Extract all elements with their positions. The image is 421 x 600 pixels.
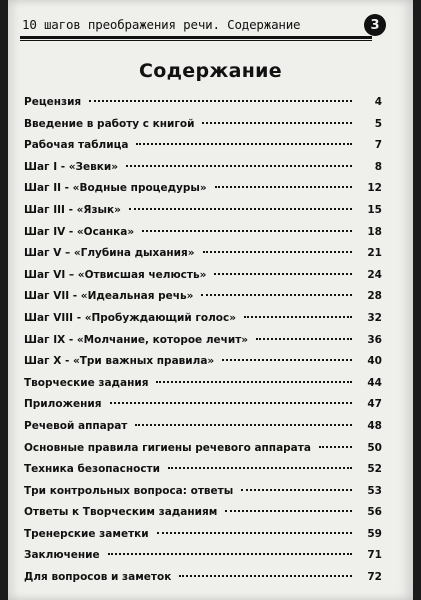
toc-entry-label: Техника безопасности <box>24 463 161 476</box>
toc-dot-leader <box>319 446 352 448</box>
toc-entry-page: 56 <box>367 506 382 519</box>
toc-entry-label: Заключение <box>24 549 100 562</box>
toc-entry <box>24 204 382 226</box>
toc-entry-label: Три контрольных вопроса: ответы <box>24 484 234 497</box>
toc-entry-page: 72 <box>367 571 382 584</box>
page-number-badge: 3 <box>364 14 386 36</box>
toc-entry-label: Ответы к Творческим заданиям <box>24 506 218 519</box>
toc-entry <box>24 549 382 571</box>
toc-entry <box>24 377 382 399</box>
toc-dot-leader <box>244 316 352 318</box>
toc-entry-page: 28 <box>367 290 382 303</box>
toc-entry-label: Тренерские заметки <box>24 527 149 540</box>
toc-entry-page: 12 <box>367 182 382 195</box>
toc-entry-label: Основные правила гигиены речевого аппарата <box>24 441 311 454</box>
toc-entry-label: Шаг VIII - «Пробуждающий голос» <box>24 311 236 324</box>
toc-entry-page: 18 <box>367 225 382 238</box>
toc-entry-page: 59 <box>367 527 382 540</box>
toc-entry-label: Рецензия <box>24 96 82 108</box>
toc-entry-page: 53 <box>367 484 382 497</box>
toc-entry-page: 8 <box>374 160 382 173</box>
toc-dot-leader <box>225 510 352 512</box>
toc-dot-leader <box>256 338 352 340</box>
toc-dot-leader <box>110 402 353 404</box>
toc-entry-page: 7 <box>374 139 382 152</box>
toc-entry-label: Шаг X - «Три важных правила» <box>24 355 215 368</box>
toc-entry-page: 24 <box>367 268 382 281</box>
toc-entry <box>24 463 382 485</box>
toc-entry-page: 21 <box>367 247 382 260</box>
toc-dot-leader <box>202 122 352 124</box>
toc-entry-label: Для вопросов и заметок <box>24 571 172 584</box>
toc-entry-label: Приложения <box>24 398 102 411</box>
toc-dot-leader <box>179 575 352 577</box>
toc-entry-page: 48 <box>367 419 382 432</box>
toc-entry-page: 50 <box>367 441 382 454</box>
toc-dot-leader <box>89 100 352 102</box>
toc-entry <box>24 485 382 507</box>
toc-dot-leader <box>214 273 352 275</box>
toc-dot-leader <box>168 467 352 469</box>
toc-entry-label: Шаг VI – «Отвисшая челюсть» <box>24 268 207 281</box>
toc-dot-leader <box>157 532 352 534</box>
toc-entry <box>24 334 382 356</box>
toc-entry-page: 5 <box>374 117 382 130</box>
toc-dot-leader <box>136 143 352 145</box>
running-title: 10 шагов преображения речи. Содержание <box>22 16 301 32</box>
toc-title: Содержание <box>139 60 282 82</box>
toc-entry <box>24 118 382 140</box>
toc-entry-page: 32 <box>367 311 382 324</box>
header-rule-thin <box>20 40 372 41</box>
toc-entry-label: Шаг V – «Глубина дыхания» <box>24 247 195 260</box>
toc-entry <box>24 182 382 204</box>
toc-entry <box>24 226 382 248</box>
running-head <box>22 8 368 34</box>
toc-entry <box>24 161 382 183</box>
toc-dot-leader <box>156 381 352 383</box>
toc-entry <box>24 290 382 312</box>
toc-entry <box>24 139 382 161</box>
toc-entry <box>24 506 382 528</box>
toc-dot-leader <box>215 186 352 188</box>
toc-entry <box>24 442 382 464</box>
toc-dot-leader <box>126 165 352 167</box>
toc-entry <box>24 398 382 420</box>
toc-entry-label: Творческие задания <box>24 376 149 389</box>
toc-entry-page: 44 <box>367 376 382 389</box>
toc-entry-label: Шаг II - «Водные процедуры» <box>24 182 207 195</box>
toc-entry <box>24 96 382 118</box>
toc-entry-label: Введение в работу с книгой <box>24 117 195 130</box>
toc-dot-leader <box>135 424 352 426</box>
toc-dot-leader <box>129 208 352 210</box>
toc-dot-leader <box>142 230 352 232</box>
toc-entry-label: Шаг IV - «Осанка» <box>24 225 135 238</box>
toc-entry-label: Шаг III - «Язык» <box>24 203 121 216</box>
toc-dot-leader <box>241 489 352 491</box>
toc-dot-leader <box>203 251 352 253</box>
toc-entry-page: 71 <box>367 549 382 562</box>
table-of-contents <box>24 96 382 593</box>
toc-entry <box>24 420 382 442</box>
toc-entry <box>24 528 382 550</box>
toc-entry <box>24 312 382 334</box>
toc-dot-leader <box>222 359 352 361</box>
toc-entry-page: 15 <box>367 203 382 216</box>
toc-entry-page: 52 <box>367 463 382 476</box>
toc-dot-leader <box>108 553 352 555</box>
toc-entry-label: Рабочая таблица <box>24 139 129 152</box>
toc-entry <box>24 355 382 377</box>
toc-entry-page: 40 <box>367 355 382 368</box>
toc-entry-page: 36 <box>367 333 382 346</box>
toc-entry <box>24 269 382 291</box>
toc-entry-page: 47 <box>367 398 382 411</box>
toc-dot-leader <box>201 294 352 296</box>
toc-entry-label: Шаг I - «Зевки» <box>24 160 119 173</box>
toc-entry <box>24 247 382 269</box>
toc-entry-label: Шаг VII - «Идеальная речь» <box>24 290 194 303</box>
toc-entry-label: Речевой аппарат <box>24 419 128 432</box>
toc-entry <box>24 571 382 593</box>
toc-entry-page: 4 <box>374 96 382 108</box>
header-rule <box>20 36 372 39</box>
book-page <box>8 0 413 600</box>
toc-entry-label: Шаг IX - «Молчание, которое лечит» <box>24 333 249 346</box>
